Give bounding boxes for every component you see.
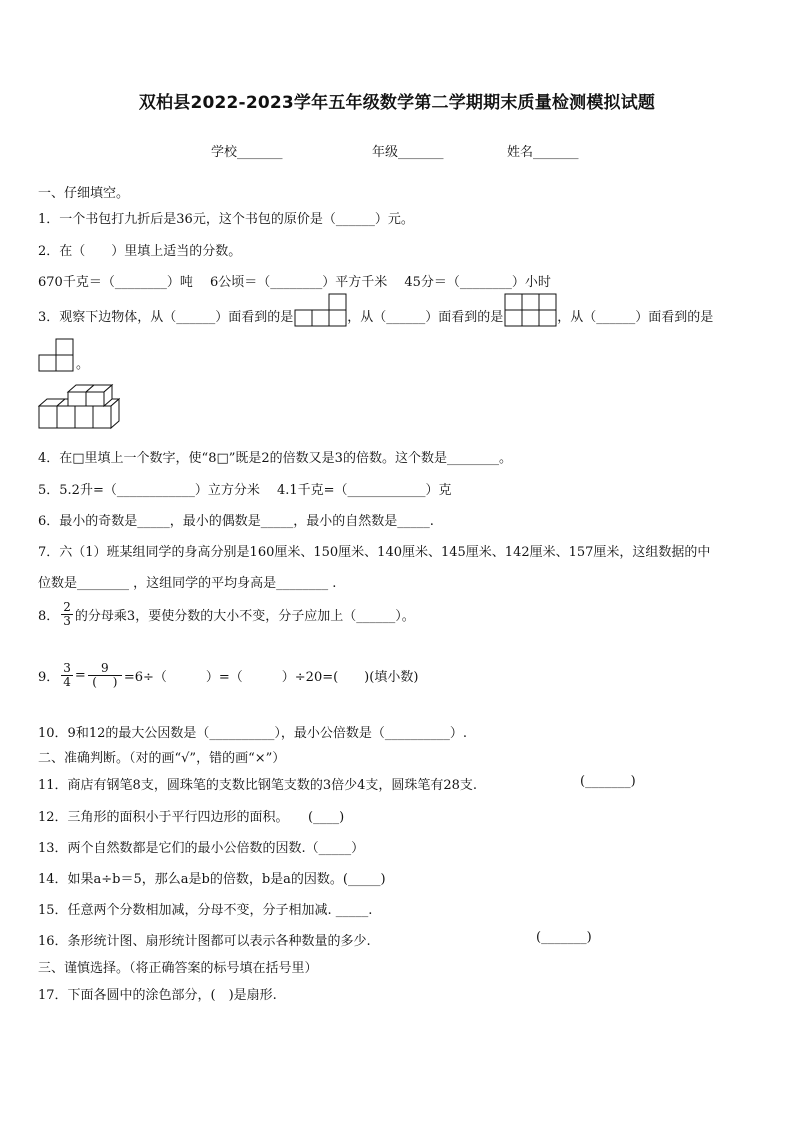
question-7-line-1: 7．六（1）班某组同学的身高分别是160厘米、150厘米、140厘米、145厘米、142厘米、157厘米，这组数据的中 <box>38 545 711 560</box>
question-16: 16．条形统计图、扇形统计图都可以表示各种数量的多少. <box>38 934 371 949</box>
view-figure-1 <box>293 293 347 331</box>
question-1: 1．一个书包打九折后是36元，这个书包的原价是（______）元。 <box>38 212 414 227</box>
question-3 <box>38 297 713 331</box>
fraction-numerator: 2 <box>63 600 71 614</box>
question-11-answer-blank: (_______) <box>580 774 636 789</box>
question-3-continued <box>38 338 89 376</box>
question-3-part-1: 3．观察下边物体，从（______）面看到的是 <box>38 310 294 325</box>
view-figure-2 <box>503 293 557 331</box>
question-15: 15．任意两个分数相加减，分母不变，分子相加减. _____. <box>38 903 373 918</box>
question-2-items: 670千克＝（________）吨 6公顷＝（________）平方千米 45分＝（________）小时 <box>38 275 551 290</box>
question-8-fraction <box>61 601 73 628</box>
question-9-text: =6÷（ ）=（ ）÷20=( )(填小数) <box>123 670 419 685</box>
question-11: 11．商店有钢笔8支，圆珠笔的支数比钢笔支数的3倍少4支，圆珠笔有28支. <box>38 778 478 793</box>
question-8-number: 8． <box>38 609 60 624</box>
section-3-heading: 三、谨慎选择。（将正确答案的标号填在括号里） <box>38 961 318 976</box>
question-9 <box>38 662 418 689</box>
question-10: 10．9和12的最大公因数是（__________），最小公倍数是（__________）. <box>38 726 467 741</box>
question-5: 5．5.2升=（____________）立方分米 4.1千克=（____________）克 <box>38 483 452 498</box>
question-3-end: 。 <box>76 357 90 372</box>
section-2-heading: 二、准确判断。（对的画“√”，错的画“×”） <box>38 751 286 766</box>
section-1-heading: 一、仔细填空。 <box>38 186 130 201</box>
page-title: 双柏县2022-2023学年五年级数学第二学期期末质量检测模拟试题 <box>138 93 656 113</box>
fraction-numerator: 3 <box>63 661 71 675</box>
fraction-denominator: ( ) <box>92 675 118 689</box>
fraction-numerator: 9 <box>88 662 122 676</box>
name-field: 姓名_______ <box>507 145 579 160</box>
view-figure-3 <box>38 338 76 376</box>
question-9-fraction-1 <box>61 662 73 689</box>
question-8-text: 的分母乘3，要使分数的大小不变，分子应加上（______）。 <box>74 609 415 624</box>
fraction-denominator: 4 <box>63 675 71 689</box>
school-field: 学校_______ <box>211 145 283 160</box>
grade-field: 年级_______ <box>372 145 444 160</box>
question-13: 13．两个自然数都是它们的最小公倍数的因数.（_____） <box>38 841 365 856</box>
question-9-equals: = <box>74 668 86 683</box>
fraction-denominator: 3 <box>63 614 71 628</box>
question-9-fraction-2 <box>88 662 122 689</box>
question-12: 12．三角形的面积小于平行四边形的面积。 (____) <box>38 810 345 825</box>
question-3-part-2: ，从（______）面看到的是 <box>347 310 504 325</box>
question-8 <box>38 601 415 628</box>
question-3-part-3: ，从（______）面看到的是 <box>557 310 714 325</box>
question-6: 6．最小的奇数是_____，最小的偶数是_____，最小的自然数是_____. <box>38 514 434 529</box>
question-17: 17．下面各圆中的涂色部分，( )是扇形. <box>38 988 277 1003</box>
question-14: 14．如果a÷b＝5，那么a是b的倍数，b是a的因数。(_____) <box>38 872 386 887</box>
question-9-number: 9． <box>38 670 60 685</box>
cube-stack-figure <box>38 383 120 435</box>
question-7-line-2: 位数是________ ，这组同学的平均身高是________ . <box>38 576 337 591</box>
question-2: 2．在（ ）里填上适当的分数。 <box>38 244 242 259</box>
question-4: 4．在□里填上一个数字，使“8□”既是2的倍数又是3的倍数。这个数是________。 <box>38 451 512 466</box>
question-16-answer-blank: (_______) <box>536 930 592 945</box>
